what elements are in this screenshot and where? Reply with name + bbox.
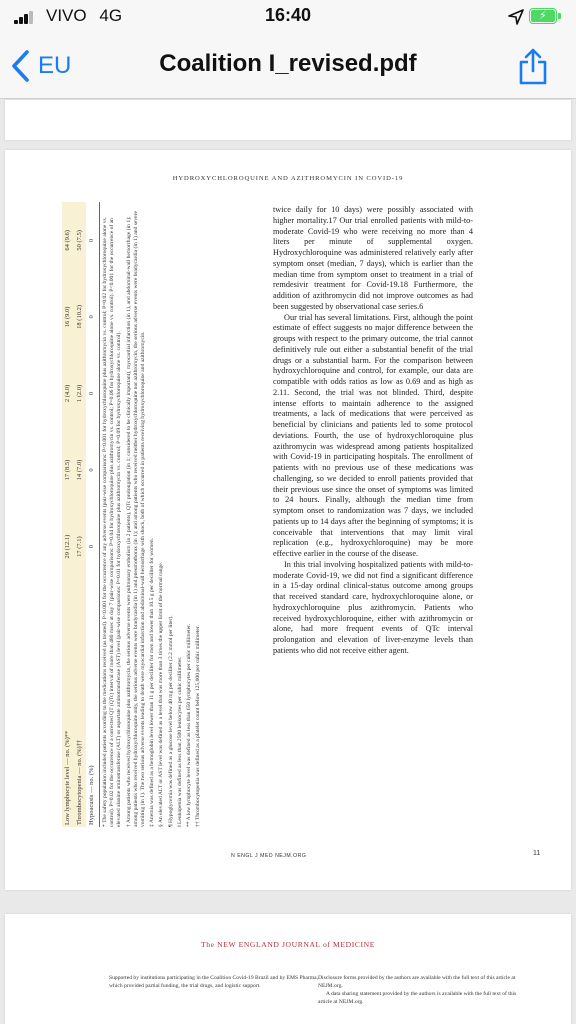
footnote-text: A low lymphocyte level was defined as less than 650 lymphocytes per cubic millimeter. (186, 623, 193, 821)
footnote-mark: § (158, 824, 165, 827)
table-cell: 0 (88, 238, 96, 242)
table-cell: 0 (88, 544, 96, 549)
rotated-table-region (62, 202, 242, 827)
table-cell: 64 (9.6) (62, 202, 74, 279)
footnote-text: An elevated ALT or AST level was defined as a level that was more than 3 times the upper limit of the normal range. (158, 561, 165, 824)
footnote-mark: * (102, 824, 108, 827)
table-cell: 2 (4.0) (62, 355, 74, 432)
footnote-text: Among patients who received hydroxychloroquine plus azithromycin, the serious adverse events were pulmonary embolism (in 2 patients), QTc prolongation (in 1; considered to be clinically important), myocardial infarction (in 1), and abdominal-wall hemorrhage (in 1); among patients who received hydroxychloroquine only, the serious adverse events were bradycardia (in 1) and pneumothorax (in 1); and among patients who received neither hydroxychloroquine nor azithromycin, the serious adverse events were bradycardia (in 1) and severe vomiting (in 1). The two serious adverse events leading to death were myocardial infarction and abdominal-wall hemorrhage with shock, both of which occurred in patients receiving hydroxychloroquine and azithromycin. (125, 211, 147, 827)
table-row (86, 202, 98, 827)
battery-charging-icon: ⚡ (529, 8, 557, 24)
status-time: 16:40 (264, 5, 312, 25)
table-cell: 0 (88, 315, 96, 319)
footnote-text: Anemia was defined as a hemoglobin level lower than 11 g per deciliter for men and lower than 10.5 g per deciliter for women. (149, 537, 156, 824)
table-row-label: Hypoacusis — no. (%) (88, 765, 96, 825)
table-row (74, 202, 86, 827)
table-rule (99, 202, 100, 827)
table-cell: 50 (7.5) (74, 202, 86, 279)
document-title: Coalition I_revised.pdf (159, 50, 417, 77)
footnote (177, 202, 184, 827)
pdf-page-next (5, 914, 571, 1024)
footnote-mark: ‖ (176, 825, 183, 827)
footnote-mark: ¶ (167, 824, 174, 827)
table-cell: 16 (9.0) (62, 279, 74, 356)
footnote-text: Leukopenia was defined as less than 2500 leukocytes per cubic millimeter. (176, 656, 183, 825)
status-bar (0, 0, 576, 34)
footnote (195, 202, 202, 827)
body-paragraph: twice daily for 10 days) were possibly associated with higher mortality.17 Our trial enrolled patients with mild-to-moderate Covid-19 who were receiving no more than 4 liters per minute of supplemental oxygen. Hydroxychloroquine was administered relatively early after symptom onset (median, 7 days), which is earlier than the median time from symptom onset to treatment in a trial of remdesivir treatment for Covid-19.18 Furthermore, the addition of azithromycin did not improve outcomes as had been suggested by observational case series.6 (273, 205, 473, 311)
table-row-label: Thrombocytopenia — no. (%)†† (74, 585, 86, 827)
table-cell: 17 (8.5) (62, 432, 74, 509)
table-cell: 18 (10.2) (74, 279, 86, 356)
footnote (168, 202, 175, 827)
footnote (149, 202, 156, 827)
table-cell: 1 (2.0) (74, 355, 86, 432)
navigation-bar (0, 34, 576, 99)
table-row-label: Low lymphocyte level — no. (%)** (62, 585, 74, 827)
body-text-column (273, 205, 473, 657)
adverse-events-table (62, 202, 98, 827)
footnote (186, 202, 193, 827)
disclosure-statement (318, 974, 524, 1006)
body-paragraph: Our trial has several limitations. First, although the point estimate of effect suggests no major difference between the groups with respect to the primary outcome, the trial cannot definitively rule out either a substantial benefit of the trial drugs or a substantial harm. For the comparison between hydroxychloroquine and control, for example, our data are compatible with odds ratios as low as 0.69 and as high as 2.11. Second, the trial was not blinded. Third, despite intense efforts to maintain adherence to the assigned treatments, a lack of medications that were perceived as beneficial by clinicians and patients led to some protocol deviations. Fourth, the use of hydroxychloroquine plus azithromycin was widespread among patients hospitalized with Covid-19 in participating hospitals. The enrollment of patients with no previous use of these medications was challenging, so we decided to enroll patients provided that their previous use since the onset of symptoms was limited to 24 hours. Finally, although the median time from symptom onset to randomization was 7 days, we included patients up to 14 days after the beginning of symptoms; it is conceivable that interventions that may limit viral replication (e.g., hydroxychloroquine) may be more effective earlier in the course of the disease. (273, 312, 473, 558)
footnote-mark: † (125, 824, 132, 827)
table-cell: 0 (88, 468, 96, 472)
pdf-page-previous (5, 100, 571, 140)
footnote (158, 202, 165, 827)
table-cell: 17 (7.1) (74, 508, 86, 585)
carrier-name: VIVO (46, 6, 87, 25)
footnote-text: The safety population included patients according to the medications received (as treated). P<0.001 for the occurrence of any adverse events (pair-wise comparisons: P<0.001 for hydroxychloroquine plus azithromycin vs. control; P=0.02 for hydroxychloroquine alone vs. control). P=0.02 for the occurrence of a corrected QT (QTc) interval of more than 480 msec at day 7 (pair-wise comparisons: P=0.04 for hydroxychloroquine plus azithromycin vs. control; P=0.06 for hydroxychloroquine alone vs. control). P<0.001 for the occurrence of an elevated alanine aminotransferase (ALT) or aspartate aminotransferase (AST) level (pair-wise comparisons: P=0.01 for hydroxychloroquine plus azithromycin vs. control; P=0.09 for hydroxychloroquine alone vs. control). (102, 216, 123, 827)
footnote (102, 202, 124, 827)
page-number: 11 (533, 850, 541, 857)
rotated-table (62, 202, 242, 827)
network-type: 4G (99, 6, 123, 25)
disclosure-line: Disclosure forms provided by the authors are available with the full text of this article at NEJM.org. (318, 975, 516, 989)
share-icon[interactable] (516, 46, 550, 86)
footnote (126, 202, 148, 827)
location-arrow-icon (508, 9, 524, 25)
data-sharing-line: A data sharing statement provided by the authors is available with the full text of this article at NEJM.org. (318, 991, 517, 1005)
back-button-label: EU (38, 52, 72, 79)
footnote-list (102, 202, 202, 827)
table-cell: 14 (7.0) (74, 432, 86, 509)
table-cell: 0 (88, 391, 96, 396)
footnote-mark: ‡ (149, 824, 156, 827)
funding-statement (109, 974, 319, 990)
journal-masthead: The NEW ENGLAND JOURNAL of MEDICINE (201, 940, 375, 949)
footnote-text: Hypoglycemia was defined as a glucose level below 40 mg per deciliter (2.2 mmol per liter). (167, 615, 174, 824)
footnote-mark: ** (186, 821, 193, 827)
running-head: HYDROXYCHLOROQUINE AND AZITHROMYCIN IN COVID-19 (172, 175, 404, 182)
table-row (62, 202, 74, 827)
funding-text: Supported by institutions participating in the Coalition Covid-19 Brazil and by EMS Pharma, which provided partial funding, the trial drugs, and logistic support. (109, 975, 318, 989)
body-paragraph: In this trial involving hospitalized patients with mild-to-moderate Covid-19, we did not find a significant difference in a 15-day ordinal clinical-status outcome among groups that received standard care, hydroxychloroquine alone, or hydroxychloroquine plus azithromycin. Patients who received hydroxychloroquine, either with azithromycin or alone, had more frequent events of QTc interval prolongation and elevation of liver-enzyme levels than patients who did not receive either agent. (273, 559, 473, 655)
table-cell: 29 (12.1) (62, 508, 74, 585)
footnote-mark: †† (195, 821, 202, 827)
footnote-text: Thrombocytopenia was defined as a platelet count below 125,000 per cubic millimeter. (195, 625, 202, 821)
page-footer: N ENGL J MED NEJM.ORG (231, 853, 307, 859)
